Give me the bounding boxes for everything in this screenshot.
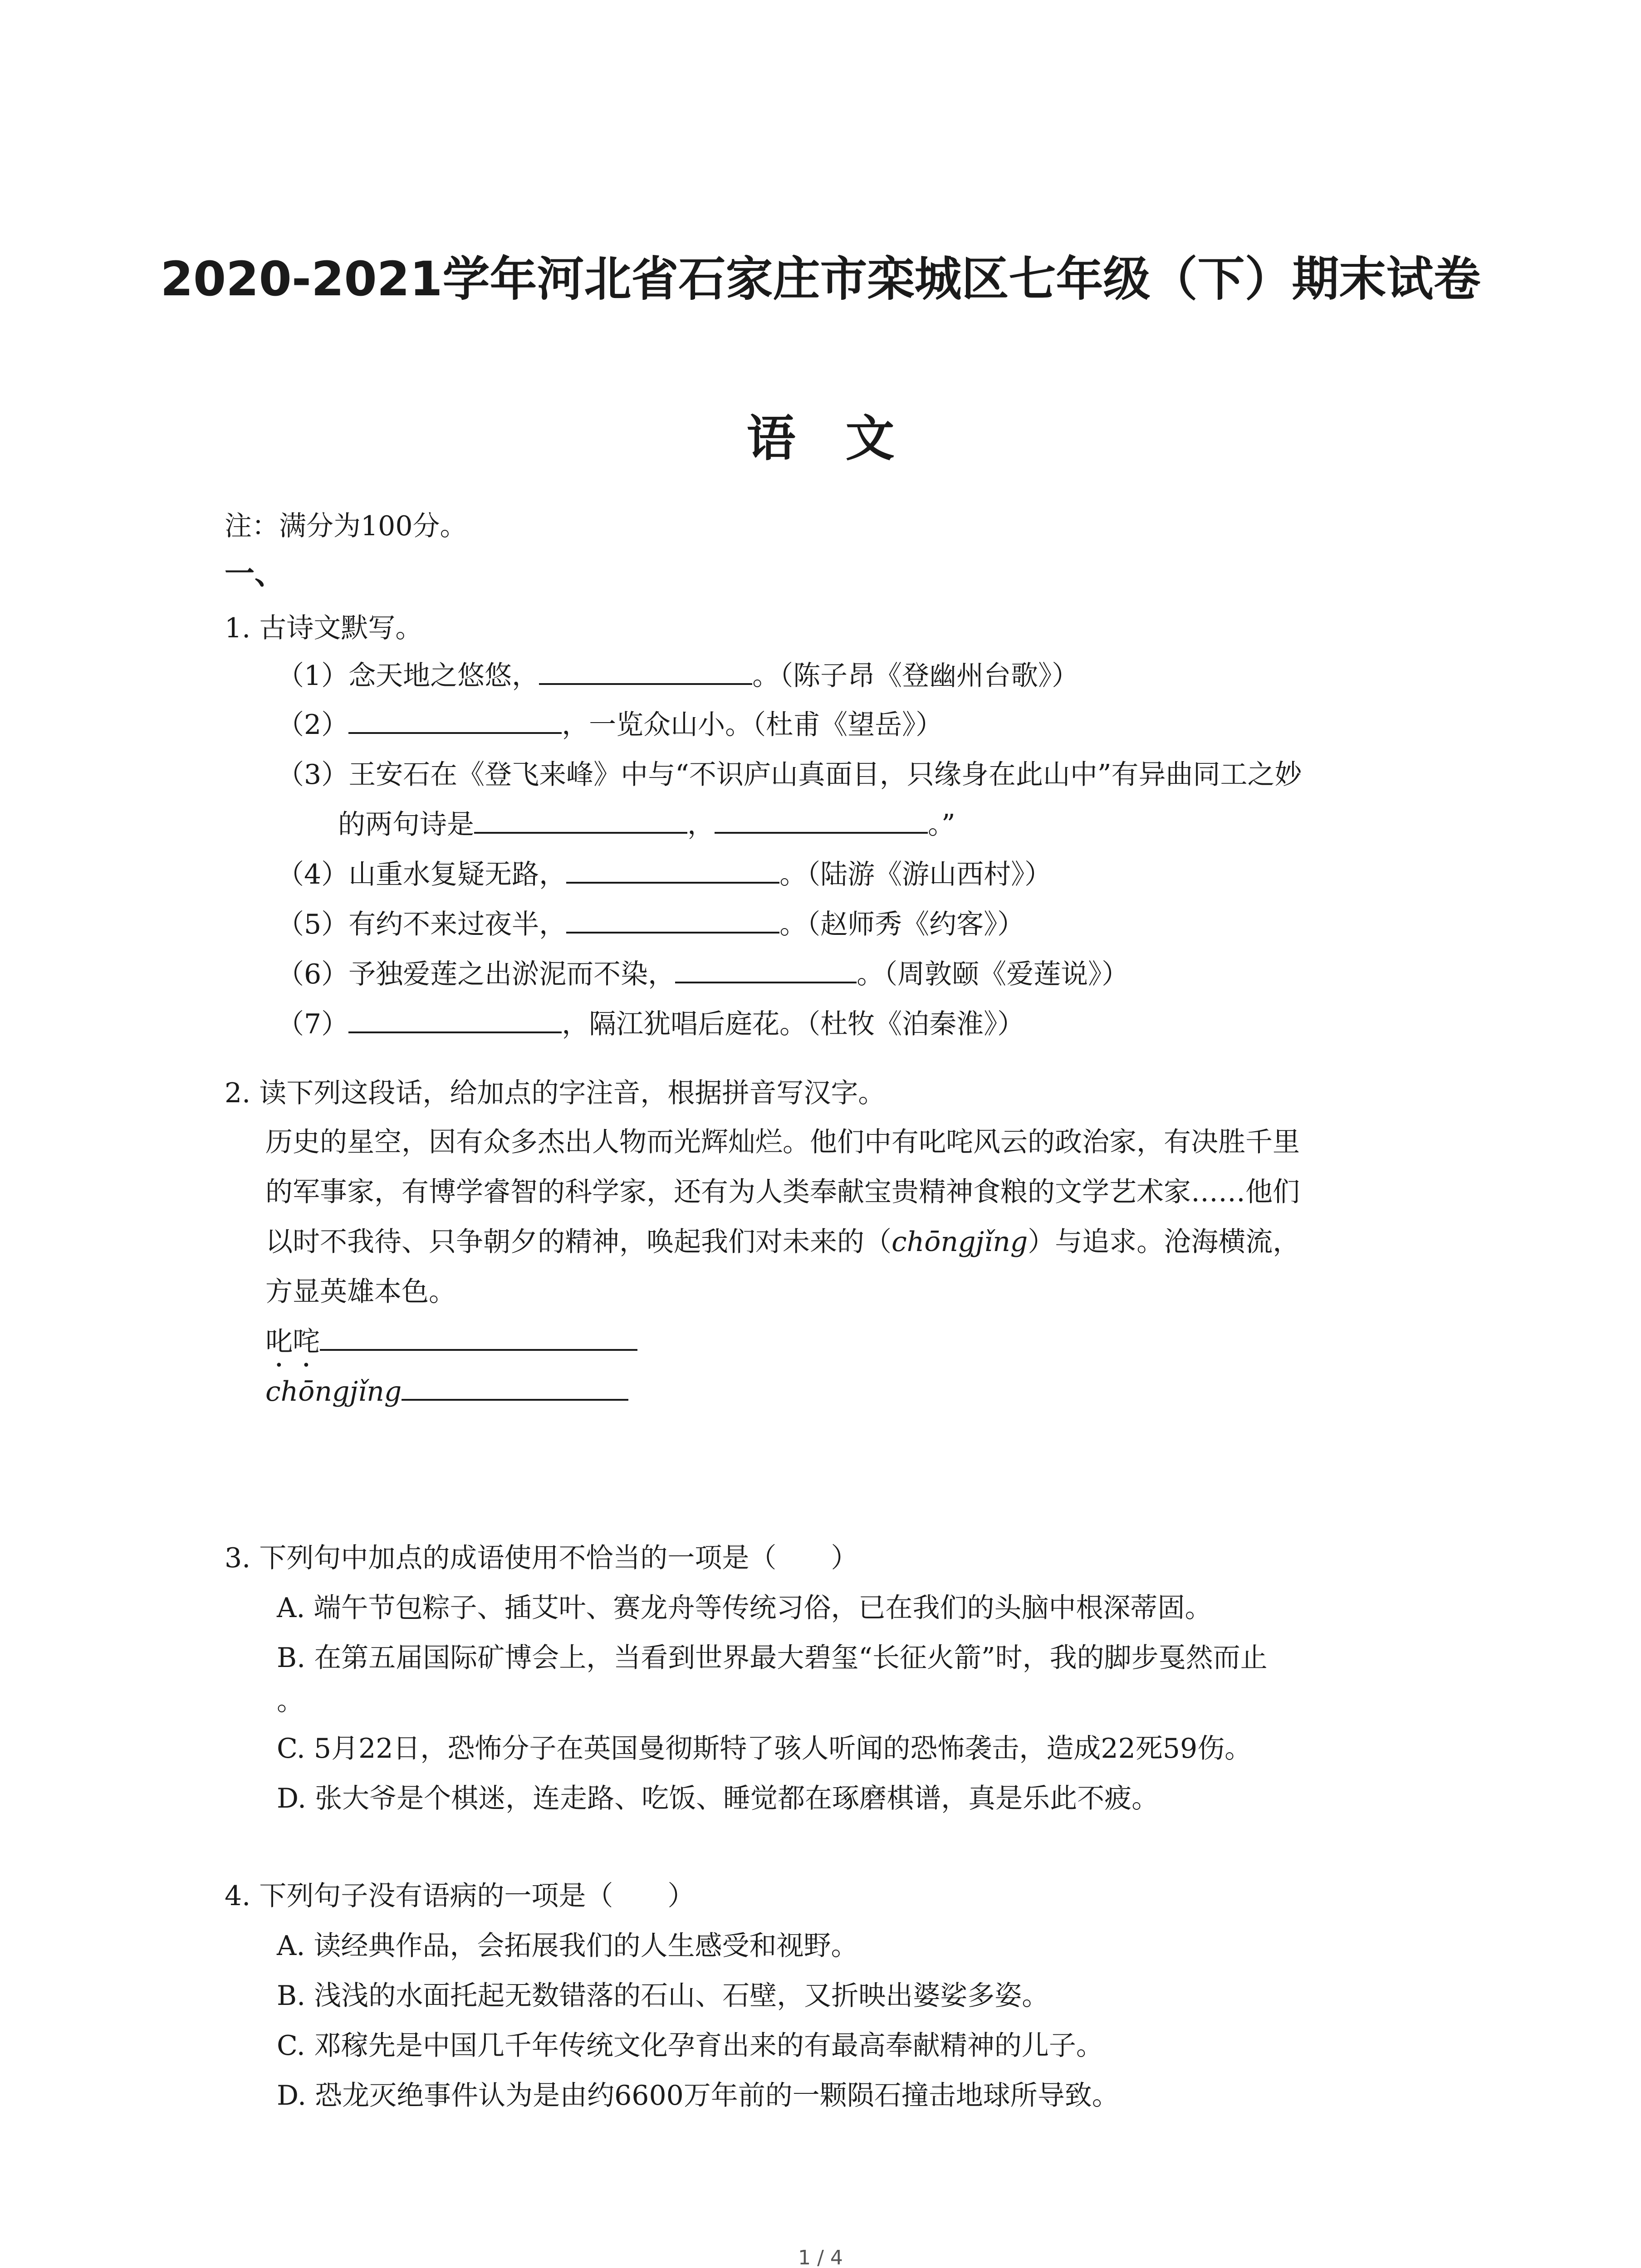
q2-passage-line-4: 方显英雄本色。 xyxy=(265,1276,456,1308)
answer-blank[interactable] xyxy=(566,856,779,884)
answer-label: chōngjǐng xyxy=(265,1376,402,1408)
subject-title: 语文 xyxy=(746,411,945,467)
q1-item-3-continued xyxy=(338,807,955,843)
q1-item-7 xyxy=(277,1006,1024,1042)
item-number: （7） xyxy=(277,1008,349,1040)
q1-item-5 xyxy=(277,906,1024,943)
q3-stem: 3. 下列句中加点的成语使用不恰当的一项是（ ） xyxy=(225,1542,858,1574)
q1-item-3 xyxy=(277,757,1302,793)
item-text: ， xyxy=(687,809,715,841)
q4-option-a[interactable]: A. 读经典作品，会拓展我们的人生感受和视野。 xyxy=(277,1930,858,1962)
q2-answer-2 xyxy=(265,1374,628,1410)
item-text: ，隔江犹唱后庭花。（杜牧《泊秦淮》） xyxy=(562,1008,1025,1040)
q4-option-d[interactable]: D. 恐龙灭绝事件认为是由约6600万年前的一颗陨石撞击地球所导致。 xyxy=(277,2080,1119,2112)
score-note: 注：满分为100分。 xyxy=(225,510,467,542)
item-number: （5） xyxy=(277,909,349,940)
answer-blank[interactable] xyxy=(566,906,779,934)
answer-blank[interactable] xyxy=(348,1006,562,1033)
answer-blank[interactable] xyxy=(675,956,857,983)
item-text: 予独爱莲之出淤泥而不染， xyxy=(348,958,676,990)
item-number: （3） xyxy=(277,759,349,791)
item-text: ，一览众山小。（杜甫《望岳》） xyxy=(562,709,943,741)
q4-option-b[interactable]: B. 浅浅的水面托起无数错落的石山、石壁，又折映出婆娑多姿。 xyxy=(277,1980,1049,2012)
answer-blank[interactable] xyxy=(348,707,562,734)
answer-blank[interactable] xyxy=(402,1374,628,1401)
q1-item-2 xyxy=(277,707,943,743)
item-text: 。（周敦颐《爱莲说》） xyxy=(857,958,1129,990)
q1-item-1 xyxy=(277,658,1079,694)
item-text: 。（陆游《游山西村》） xyxy=(779,859,1052,890)
q4-option-c[interactable]: C. 邓稼先是中国几千年传统文化孕育出来的有最高奉献精神的儿子。 xyxy=(277,2030,1103,2062)
q1-item-6 xyxy=(277,956,1129,992)
section-label: 一、 xyxy=(225,556,284,591)
q2-passage-line-2: 的军事家，有博学睿智的科学家，还有为人类奉献宝贵精神食粮的文学艺术家……他们 xyxy=(265,1176,1300,1208)
item-text: 念天地之悠悠， xyxy=(348,660,539,692)
pinyin-text: chōngjǐng xyxy=(892,1226,1028,1258)
item-number: （4） xyxy=(277,859,349,890)
q3-option-a[interactable]: A. 端午节包粽子、插艾叶、赛龙舟等传统习俗，已在我们的头脑中根深蒂固。 xyxy=(277,1592,1212,1624)
answer-blank[interactable] xyxy=(320,1324,637,1351)
item-text: 有约不来过夜半， xyxy=(348,909,567,940)
item-text: 山重水复疑无路， xyxy=(348,859,567,890)
answer-blank[interactable] xyxy=(715,807,928,834)
item-number: （2） xyxy=(277,709,349,741)
q2-answer-1 xyxy=(265,1324,637,1374)
answer-blank[interactable] xyxy=(474,807,687,834)
q1-item-4 xyxy=(277,856,1052,893)
item-text: 。（陈子昂《登幽州台歌》） xyxy=(752,660,1079,692)
q1-stem: 1. 古诗文默写。 xyxy=(225,612,423,644)
item-number: （1） xyxy=(277,660,349,692)
item-text: 。（赵师秀《约客》） xyxy=(779,909,1025,940)
q2-stem: 2. 读下列这段话，给加点的字注音，根据拼音写汉字。 xyxy=(225,1077,886,1109)
q3-option-c[interactable]: C. 5月22日，恐怖分子在英国曼彻斯特了骇人听闻的恐怖袭击，造成22死59伤。 xyxy=(277,1733,1252,1765)
item-number: （6） xyxy=(277,958,349,990)
q3-option-b[interactable]: B. 在第五届国际矿博会上，当看到世界最大碧玺“长征火箭”时，我的脚步戛然而止 xyxy=(277,1642,1268,1674)
q3-option-b-continued: 。 xyxy=(277,1685,304,1717)
passage-text: 以时不我待、只争朝夕的精神，唤起我们对未来的（ xyxy=(265,1226,892,1258)
item-text: 王安石在《登飞来峰》中与“不识庐山真面目，只缘身在此山中”有异曲同工之妙 xyxy=(348,759,1302,791)
passage-text: ）与追求。沧海横流， xyxy=(1028,1226,1300,1258)
q4-stem: 4. 下列句子没有语病的一项是（ ） xyxy=(225,1880,695,1912)
passage-text: 历史的星空，因有众多杰出人物而光辉灿烂。他们中有叱咤风云的政治家，有决胜千里 xyxy=(265,1126,1300,1158)
item-text: 。” xyxy=(928,809,955,841)
exam-title: 2020-2021学年河北省石家庄市栾城区七年级（下）期末试卷 xyxy=(160,251,1481,307)
answer-blank[interactable] xyxy=(539,658,752,685)
q2-passage-line-3 xyxy=(265,1224,1300,1260)
page-number: 1 / 4 xyxy=(798,2246,843,2268)
q3-option-d[interactable]: D. 张大爷是个棋迷，连走路、吃饭、睡觉都在琢磨棋谱，真是乐此不疲。 xyxy=(277,1783,1159,1814)
item-text: 的两句诗是 xyxy=(338,809,474,841)
q2-passage-line-1 xyxy=(265,1124,1300,1160)
answer-label: 叱咤 xyxy=(265,1326,320,1358)
